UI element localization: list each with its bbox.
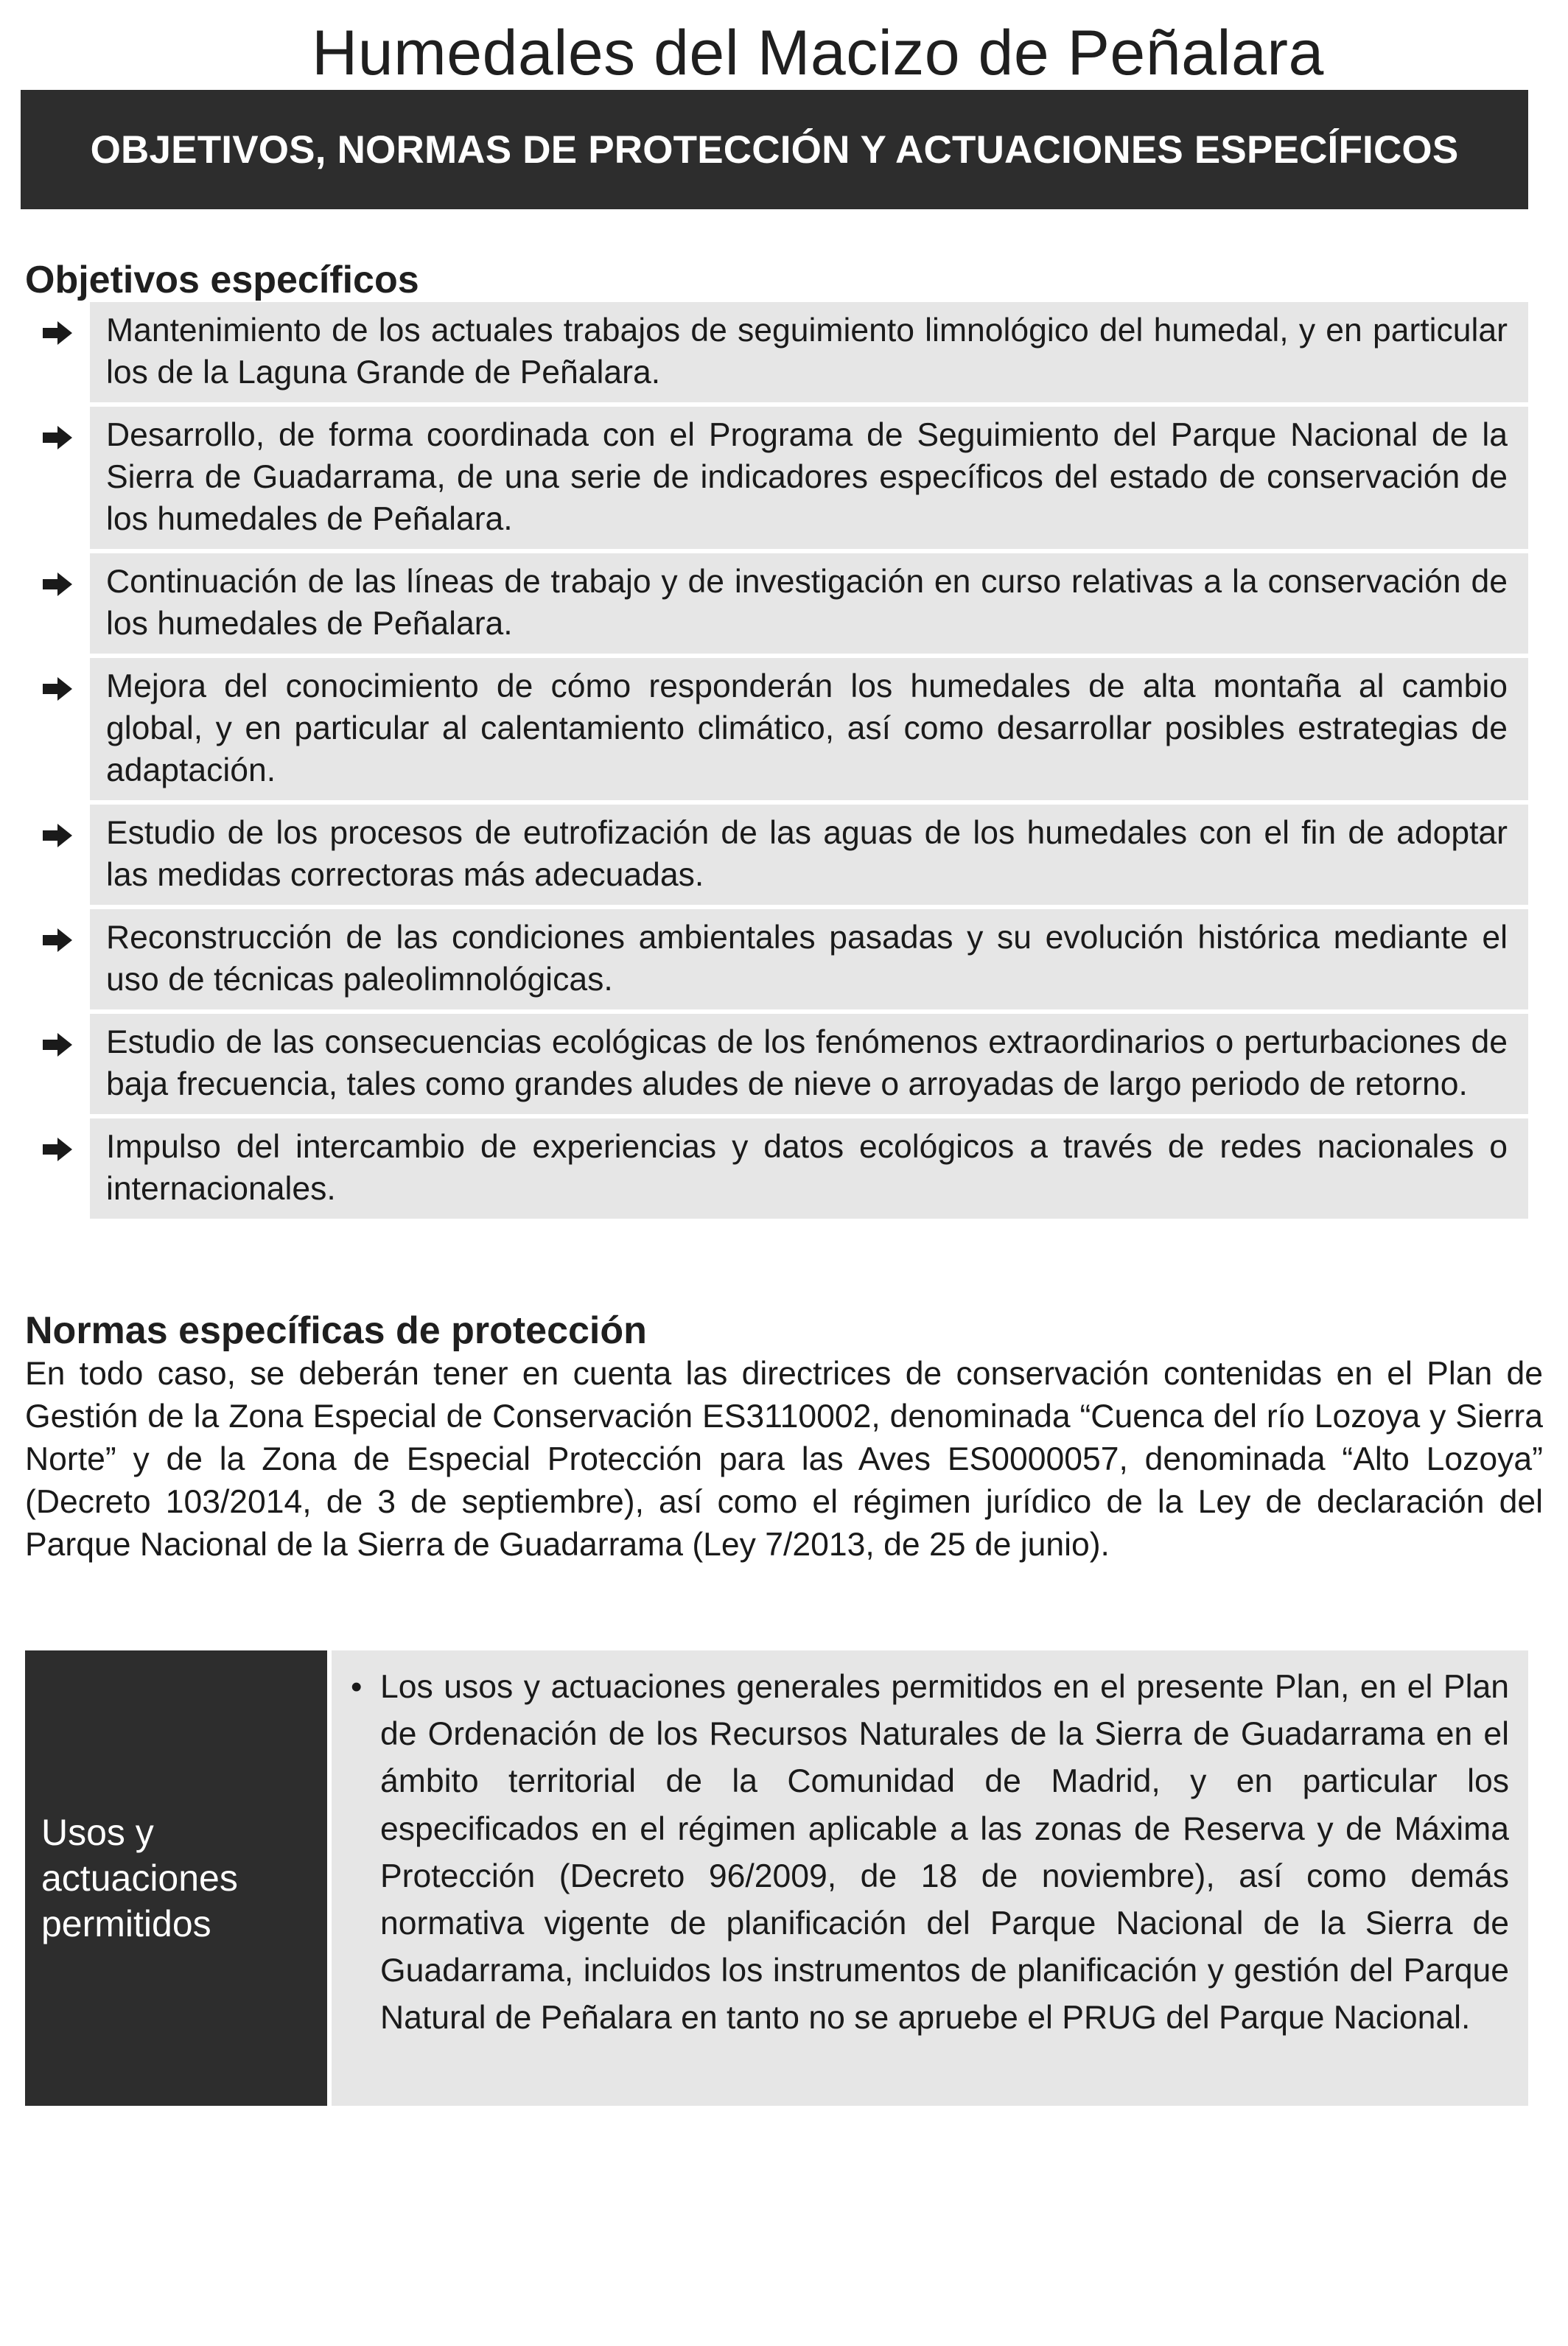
objetivo-text: Mantenimiento de los actuales trabajos de seguimiento limnológico del humedal, y en particular los de la Laguna Grande de Peñalara. xyxy=(90,302,1528,407)
usos-table xyxy=(25,1650,1528,2106)
bullet-dot-icon: • xyxy=(351,1669,363,1705)
usos-text: Los usos y actuaciones generales permitidos en el presente Plan, en el Plan de Ordenación de los Recursos Naturales de la Sierra de Guadarrama en el ámbito territorial de la Comunidad de Madrid, y en particular los especificados en el régimen aplicable a las zonas de Reserva y de Máxima Protección (Decreto 96/2009, de 18 de noviembre), así como demás normativa vigente de planificación del Parque Nacional de la Sierra de Guadarrama, incluidos los instrumentos de planificación y gestión del Parque Natural de Peñalara en tanto no se apruebe el PRUG del Parque Nacional. xyxy=(380,1669,1509,2037)
objetivo-text: Estudio de los procesos de eutrofización de las aguas de los humedales con el fin de adoptar las medidas correctoras más adecuadas. xyxy=(90,805,1528,909)
objetivo-item xyxy=(25,1118,1528,1223)
arrow-right-icon xyxy=(25,805,90,849)
section-banner: OBJETIVOS, NORMAS DE PROTECCIÓN Y ACTUACIONES ESPECÍFICOS xyxy=(21,90,1528,209)
objetivo-item xyxy=(25,909,1528,1014)
objetivos-list xyxy=(25,302,1528,1223)
objetivo-text: Continuación de las líneas de trabajo y de investigación en curso relativas a la conservación de los humedales de Peñalara. xyxy=(90,553,1528,658)
objetivo-text: Reconstrucción de las condiciones ambientales pasadas y su evolución histórica mediante el uso de técnicas paleolimnológicas. xyxy=(90,909,1528,1014)
arrow-right-icon xyxy=(25,1118,90,1163)
normas-paragraph: En todo caso, se deberán tener en cuenta las directrices de conservación contenidas en el Plan de Gestión de la Zona Especial de Conservación ES3110002, denominada “Cuenca del río Lozoya y Sierra Norte” y de la Zona de Especial Protección para las Aves ES0000057, denominada “Alto Lozoya” (Decreto 103/2014, de 3 de septiembre), así como el régimen jurídico de la Ley de declaración del Parque Nacional de la Sierra de Guadarrama (Ley 7/2013, de 25 de junio). xyxy=(25,1356,1543,1563)
objetivo-text: Mejora del conocimiento de cómo responderán los humedales de alta montaña al cambio global, y en particular al calentamiento climático, así como desarrollar posibles estrategias de adaptación. xyxy=(90,658,1528,805)
arrow-right-icon xyxy=(25,553,90,598)
usos-label: Usos y actuaciones permitidos xyxy=(41,1812,238,1944)
arrow-right-icon xyxy=(25,407,90,451)
page-title: Humedales del Macizo de Peñalara xyxy=(312,18,1324,88)
objetivo-text: Estudio de las consecuencias ecológicas de los fenómenos extraordinarios o perturbaciones de baja frecuencia, tales como grandes aludes de nieve o arroyadas de largo periodo de retorno. xyxy=(90,1014,1528,1118)
objetivo-item xyxy=(25,302,1528,407)
objetivo-item xyxy=(25,805,1528,909)
objetivo-item xyxy=(25,658,1528,805)
objetivo-item xyxy=(25,1014,1528,1118)
arrow-right-icon xyxy=(25,302,90,346)
objetivo-item xyxy=(25,553,1528,658)
arrow-right-icon xyxy=(25,1014,90,1058)
arrow-right-icon xyxy=(25,909,90,953)
usos-content-cell xyxy=(332,1650,1528,2106)
arrow-right-icon xyxy=(25,658,90,702)
objetivo-text: Desarrollo, de forma coordinada con el Programa de Seguimiento del Parque Nacional de la Sierra de Guadarrama, de una serie de indicadores específicos del estado de conservación de los humedales de Peñalara. xyxy=(90,407,1528,553)
normas-heading: Normas específicas de protección xyxy=(25,1309,647,1352)
objetivo-item xyxy=(25,407,1528,553)
usos-label-cell xyxy=(25,1650,327,2106)
objetivos-heading: Objetivos específicos xyxy=(25,259,419,301)
objetivo-text: Impulso del intercambio de experiencias y datos ecológicos a través de redes nacionales o internacionales. xyxy=(90,1118,1528,1223)
